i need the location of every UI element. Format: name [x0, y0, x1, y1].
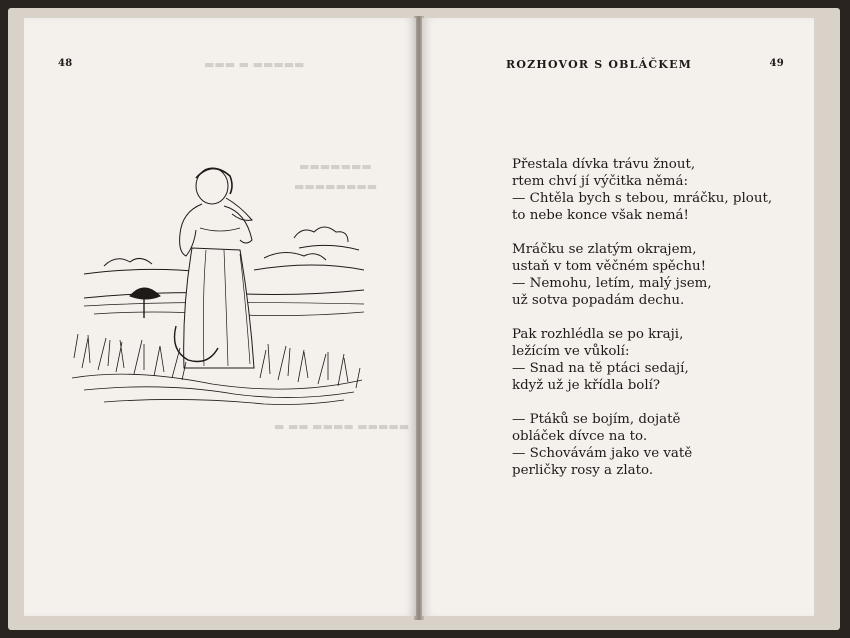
poem-line: — Chtěla bych s tebou, mráčku, plout,: [512, 191, 773, 206]
poem-line: rtem chví jí výčitka němá:: [512, 174, 688, 189]
poem-line: Mráčku se zlatým okrajem,: [512, 242, 697, 257]
poem-line: Přestala dívka trávu žnout,: [512, 157, 696, 172]
poem-line: ustaň v tom věčném spěchu!: [512, 259, 706, 274]
left-page-number: 48: [58, 58, 73, 69]
poem-line: to nebe konce však nemá!: [512, 208, 689, 223]
running-head-title: ROZHOVOR S OBLÁČKEM: [506, 58, 693, 71]
poem-stanza: [512, 241, 772, 309]
poem-line: když už je křídla bolí?: [512, 378, 661, 393]
poem-stanza: [512, 326, 772, 394]
open-book: [8, 8, 840, 630]
poem-line: — Nemohu, letím, malý jsem,: [512, 276, 712, 291]
show-through-text: ▬▬▬▬▬▬▬▬: [294, 180, 378, 193]
show-through-text: ▬ ▬▬ ▬▬▬▬ ▬▬▬▬▬: [274, 420, 410, 433]
show-through-text: ▬▬▬ ▬ ▬▬▬▬▬: [204, 58, 305, 71]
poem-line: už sotva popadám dechu.: [512, 293, 685, 308]
poem: [512, 156, 772, 496]
poem-line: perličky rosy a zlato.: [512, 463, 654, 478]
poem-line: — Snad na tě ptáci sedají,: [512, 361, 689, 376]
girl-in-meadow-illustration: [64, 158, 364, 408]
poem-stanza: [512, 156, 772, 224]
poem-line: — Schovávám jako ve vatě: [512, 446, 693, 461]
right-page: [422, 18, 814, 616]
left-page: [24, 18, 416, 616]
poem-line: — Ptáků se bojím, dojatě: [512, 412, 681, 427]
show-through-text: ▬▬▬▬▬▬▬: [299, 160, 372, 173]
poem-line: obláček dívce na to.: [512, 429, 648, 444]
poem-line: ležícím ve vůkolí:: [512, 344, 630, 359]
right-page-number: 49: [769, 58, 784, 69]
poem-stanza: [512, 411, 772, 479]
poem-line: Pak rozhlédla se po kraji,: [512, 327, 684, 342]
